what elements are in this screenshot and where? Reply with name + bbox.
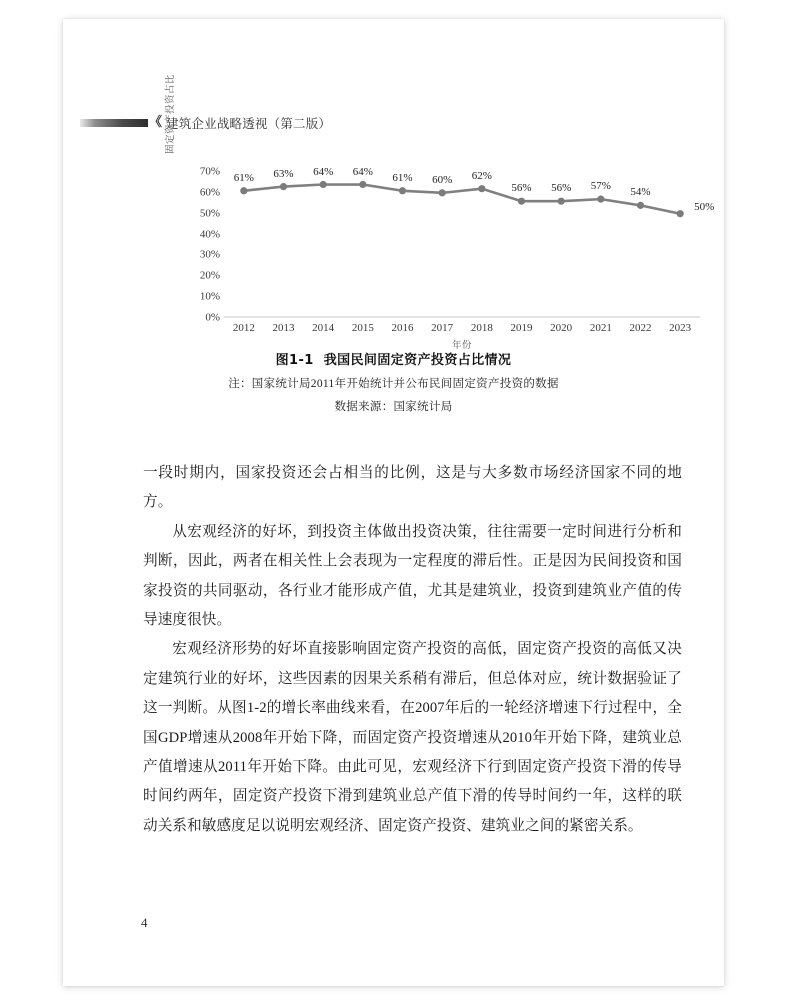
data-point-label: 61% [392,171,413,184]
data-point-label: 56% [551,182,572,195]
x-axis-ticks [224,322,700,338]
data-point-label: 62% [471,169,492,182]
header-rule-decoration [80,119,148,127]
figure-source: 数据来源：国家统计局 [334,401,453,413]
y-axis-tick-label: 10% [199,290,220,303]
data-point-label: 57% [590,180,611,193]
page-number: 4 [141,915,148,930]
x-axis-tick-label: 2018 [470,322,493,334]
x-axis-tick-label: 2022 [629,322,652,334]
x-axis-tick-label: 2014 [312,322,335,334]
y-axis-tick-label: 70% [199,165,220,178]
y-axis-tick-label: 40% [199,228,220,241]
y-axis-tick-label: 60% [199,186,220,199]
paragraph: 从宏观经济的好坏，到投资主体做出投资决策，往往需要一定时间进行分析和判断，因此，两者在相关性上会表现为一定程度的滞后性。正是因为民间投资和国家投资的共同驱动，各行业才能形成产值，尤其是建筑业，投资到建筑业产值的传导速度很快。 [143,523,682,629]
data-point-label: 64% [313,165,334,178]
body-text [143,459,682,841]
x-axis-tick-label: 2019 [510,322,533,334]
data-point-label: 54% [630,186,651,199]
data-point-label: 61% [233,171,254,184]
y-axis-title: 固定资产投资占比 [165,74,176,155]
data-point-label: 64% [352,165,373,178]
x-axis-tick-label: 2021 [589,322,612,334]
x-axis-tick-label: 2012 [232,322,255,334]
y-axis-ticks [176,165,220,324]
x-axis-tick-label: 2013 [272,322,295,334]
chevron-left-double-icon: 《 [149,115,163,130]
y-axis-tick-label: 50% [199,207,220,220]
x-axis-title: 年份 [451,340,472,351]
figure-caption-number: 图1-1 [275,353,314,368]
x-axis-tick-label: 2023 [669,322,692,334]
y-axis-tick-label: 0% [205,311,220,324]
page-sheet [63,19,724,986]
y-axis-tick-label: 20% [199,269,220,282]
running-header [80,113,331,133]
x-axis-tick-label: 2016 [391,322,414,334]
plot-area [224,165,715,318]
data-point-label: 63% [273,167,294,180]
y-axis-tick-label: 30% [199,248,220,261]
data-point-label: 56% [511,182,532,195]
x-axis-tick-label: 2017 [431,322,454,334]
book-title: 建筑企业战略透视（第二版） [166,116,332,131]
x-axis-tick-label: 2020 [550,322,573,334]
figure-note: 注：国家统计局2011年开始统计并公布民间固定资产投资的数据 [228,378,559,390]
data-point-label: 60% [432,173,453,186]
figure-caption [80,349,707,368]
figure-caption-title: 我国民间固定资产投资占比情况 [323,353,512,368]
paragraph: 一段时期内，国家投资还会占相当的比例，这是与大多数市场经济国家不同的地方。 [143,465,682,511]
paragraph: 宏观经济形势的好坏直接影响固定资产投资的高低，固定资产投资的高低又决定建筑行业的好坏，这些因素的因果关系稍有滞后，但总体对应，统计数据验证了这一判断。从图1-2的增长率曲线来看，在2007年后的一轮经济增速下行过程中，全国GDP增速从2008年开始下降，而固定资产投资增速从2010年开始下降，建筑业总产值增速从2011年开始下降。由此可见，宏观经济下行到固定资产投资下滑的传导时间约两年，固定资产投资下滑到建筑业总产值下滑的传导时间约一年，这样的联动关系和敏感度足以说明宏观经济、固定资产投资、建筑业之间的紧密关系。 [143,641,682,834]
x-axis-tick-label: 2015 [351,322,374,334]
data-point-label: 50% [694,200,715,213]
